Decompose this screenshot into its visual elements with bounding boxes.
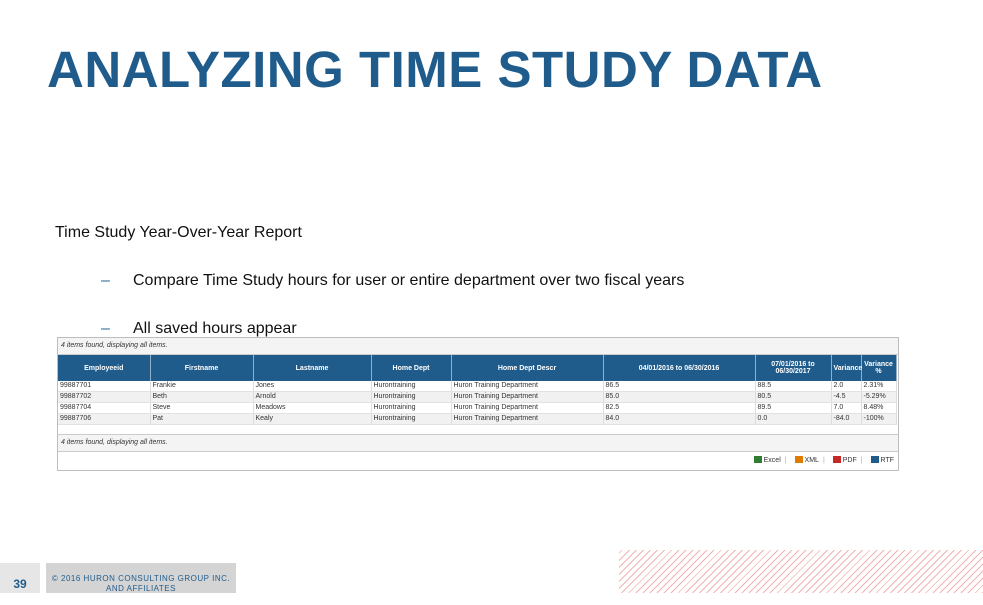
table-row [58,392,896,403]
table-row [58,414,896,425]
table-cell: 80.5 [755,392,831,403]
report-table [58,355,897,425]
table-cell: Hurontraining [371,392,451,403]
export-xml-link[interactable] [795,457,819,464]
table-cell: 2.0 [831,381,861,392]
table-cell: 86.5 [603,381,755,392]
table-cell: Frankie [150,381,253,392]
table-cell: 7.0 [831,403,861,414]
table-cell: -5.29% [861,392,896,403]
xml-icon [795,456,803,463]
items-found-text-bottom: 4 items found, displaying all items. [58,434,898,452]
table-cell: Hurontraining [371,414,451,425]
bullet-text: Compare Time Study hours for user or entire department over two fiscal years [133,272,685,289]
export-pdf-link[interactable] [833,457,857,464]
table-cell: Huron Training Department [451,403,603,414]
column-header[interactable]: 04/01/2016 to 06/30/2016 [603,355,755,381]
export-toolbar: Excel | XML | PDF | RTF [748,456,894,464]
column-header[interactable]: Firstname [150,355,253,381]
table-cell: Arnold [253,392,371,403]
table-cell: Huron Training Department [451,414,603,425]
column-header[interactable]: 07/01/2016 to 06/30/2017 [755,355,831,381]
table-cell: Hurontraining [371,403,451,414]
table-cell: Beth [150,392,253,403]
export-excel-link[interactable] [754,457,781,464]
table-row [58,381,896,392]
decorative-hatch-pattern [619,550,983,593]
table-cell: Meadows [253,403,371,414]
bullet-item [101,272,684,290]
table-cell: Huron Training Department [451,381,603,392]
column-header[interactable]: Employeeid [58,355,150,381]
export-label: PDF [842,457,857,464]
page-number: 39 [0,563,40,593]
bullet-text: All saved hours appear [133,320,297,337]
table-cell: 99887702 [58,392,150,403]
table-cell: 99887701 [58,381,150,392]
table-cell: Steve [150,403,253,414]
table-cell: 8.48% [861,403,896,414]
export-rtf-link[interactable] [871,457,894,464]
report-screenshot [57,337,899,471]
table-header-row [58,355,896,381]
table-cell: -4.5 [831,392,861,403]
column-header[interactable]: Variance % [861,355,896,381]
table-cell: 88.5 [755,381,831,392]
table-cell: Kealy [253,414,371,425]
table-cell: 85.0 [603,392,755,403]
rtf-icon [871,456,879,463]
table-cell: 89.5 [755,403,831,414]
table-cell: Jones [253,381,371,392]
export-label: Excel [763,457,781,464]
table-row [58,403,896,414]
pdf-icon [833,456,841,463]
slide-title: ANALYZING TIME STUDY DATA [47,41,823,98]
table-cell: -100% [861,414,896,425]
bullet-dash: – [101,320,110,337]
export-label: RTF [880,457,894,464]
column-header[interactable]: Home Dept [371,355,451,381]
table-cell: 84.0 [603,414,755,425]
table-cell: 82.5 [603,403,755,414]
export-label: XML [804,457,819,464]
table-cell: -84.0 [831,414,861,425]
copyright-text: © 2016 HURON CONSULTING GROUP INC. AND AFFILIATES [46,563,236,593]
items-found-text: 4 items found, displaying all items. [58,338,898,355]
table-cell: 99887704 [58,403,150,414]
bullet-dash: – [101,272,110,289]
bullet-item [101,320,297,338]
slide-subtitle: Time Study Year-Over-Year Report [55,224,302,241]
table-cell: Hurontraining [371,381,451,392]
table-cell: 99887706 [58,414,150,425]
column-header[interactable]: Lastname [253,355,371,381]
excel-icon [754,456,762,463]
table-cell: Huron Training Department [451,392,603,403]
column-header[interactable]: Variance [831,355,861,381]
column-header[interactable]: Home Dept Descr [451,355,603,381]
table-cell: 0.0 [755,414,831,425]
table-cell: Pat [150,414,253,425]
table-cell: 2.31% [861,381,896,392]
